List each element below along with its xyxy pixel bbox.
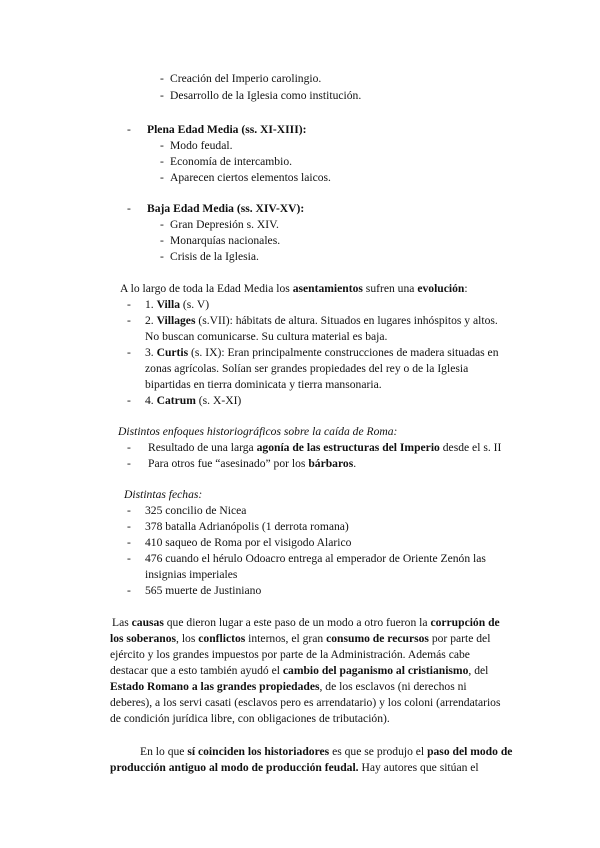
list-dash: - [127, 457, 131, 470]
list-item: Modo feudal. [170, 139, 233, 152]
list-dash: - [160, 155, 164, 168]
paragraph-causas-line: los soberanos, los conflictos internos, el gran consumo de recursos por parte del [110, 632, 491, 645]
list-dash: - [127, 584, 131, 597]
paragraph-final-line: producción antiguo al modo de producción feudal. Hay autores que sitúan el [110, 761, 479, 774]
list-dash: - [127, 520, 131, 533]
list-item: 4. Catrum (s. X-XI) [145, 394, 242, 407]
list-item-continuation: bipartidas en tierra dominicata y tierra mansonaria. [145, 378, 382, 391]
list-item: 378 batalla Adrianópolis (1 derrota romana) [145, 520, 349, 533]
section-heading-fechas: Distintas fechas: [124, 488, 203, 501]
list-dash: - [160, 139, 164, 152]
list-item: Para otros fue “asesinado” por los bárbaros. [148, 457, 357, 470]
section-heading-plena: Plena Edad Media (ss. XI-XIII): [147, 123, 307, 136]
list-dash: - [127, 346, 131, 359]
list-dash: - [127, 394, 131, 407]
section-heading-baja: Baja Edad Media (ss. XIV-XV): [147, 202, 305, 215]
list-item: Resultado de una larga agonía de las estructuras del Imperio desde el s. II [148, 441, 502, 454]
list-dash: - [160, 89, 164, 102]
paragraph-causas-line: de condición jurídica libre, con obligaciones de tributación). [110, 712, 390, 725]
list-dash: - [160, 72, 164, 85]
list-dash: - [127, 504, 131, 517]
paragraph-causas-line: deberes), a los servi casati (esclavos pero es arrendatario) y los coloni (arrendatarios [110, 696, 501, 709]
list-dash: - [160, 250, 164, 263]
list-dash: - [127, 202, 131, 215]
list-item-continuation: No buscan comunicarse. Su cultura material es baja. [145, 330, 388, 343]
list-dash: - [127, 314, 131, 327]
list-item: 3. Curtis (s. IX): Eran principalmente construcciones de madera situadas en [145, 346, 499, 359]
list-item: Monarquías nacionales. [170, 234, 281, 247]
paragraph-final-line: En lo que sí coinciden los historiadores es que se produjo el paso del modo de [140, 745, 513, 758]
list-item-continuation: zonas agrícolas. Solían ser grandes propiedades del rey o de la Iglesia [145, 362, 469, 375]
paragraph-causas-line: Estado Romano a las grandes propiedades, de los esclavos (ni derechos ni [110, 680, 467, 693]
list-item: 565 muerte de Justiniano [145, 584, 262, 597]
list-item: 410 saqueo de Roma por el visigodo Alarico [145, 536, 352, 549]
list-dash: - [127, 123, 131, 136]
list-item: Desarrollo de la Iglesia como institución. [170, 89, 362, 102]
list-dash: - [160, 234, 164, 247]
list-dash: - [160, 218, 164, 231]
list-item: 476 cuando el hérulo Odoacro entrega al emperador de Oriente Zenón las [145, 552, 486, 565]
list-dash: - [127, 298, 131, 311]
list-item: 2. Villages (s.VII): hábitats de altura. Situados en lugares inhóspitos y altos. [145, 314, 498, 327]
list-item: 325 concilio de Nicea [145, 504, 247, 517]
list-dash: - [127, 536, 131, 549]
list-item: Crisis de la Iglesia. [170, 250, 259, 263]
list-dash: - [127, 441, 131, 454]
list-item-continuation: insignias imperiales [145, 568, 238, 581]
paragraph-causas-line: ejército y los grandes impuestos por parte de la Administración. Además cabe [110, 648, 470, 661]
paragraph-asentamientos-intro: A lo largo de toda la Edad Media los asentamientos sufren una evolución: [120, 282, 468, 295]
section-heading-enfoques: Distintos enfoques historiográficos sobre la caída de Roma: [118, 425, 398, 438]
list-item: Gran Depresión s. XIV. [170, 218, 279, 231]
paragraph-causas-line: Las causas que dieron lugar a este paso de un modo a otro fueron la corrupción de [112, 616, 500, 629]
list-dash: - [160, 171, 164, 184]
paragraph-causas-line: destacar que a esto también ayudó el cambio del paganismo al cristianismo, del [110, 664, 489, 677]
list-item: Aparecen ciertos elementos laicos. [170, 171, 331, 184]
list-item: 1. Villa (s. V) [145, 298, 210, 311]
list-item: Creación del Imperio carolingio. [170, 72, 322, 85]
list-dash: - [127, 552, 131, 565]
list-item: Economía de intercambio. [170, 155, 293, 168]
